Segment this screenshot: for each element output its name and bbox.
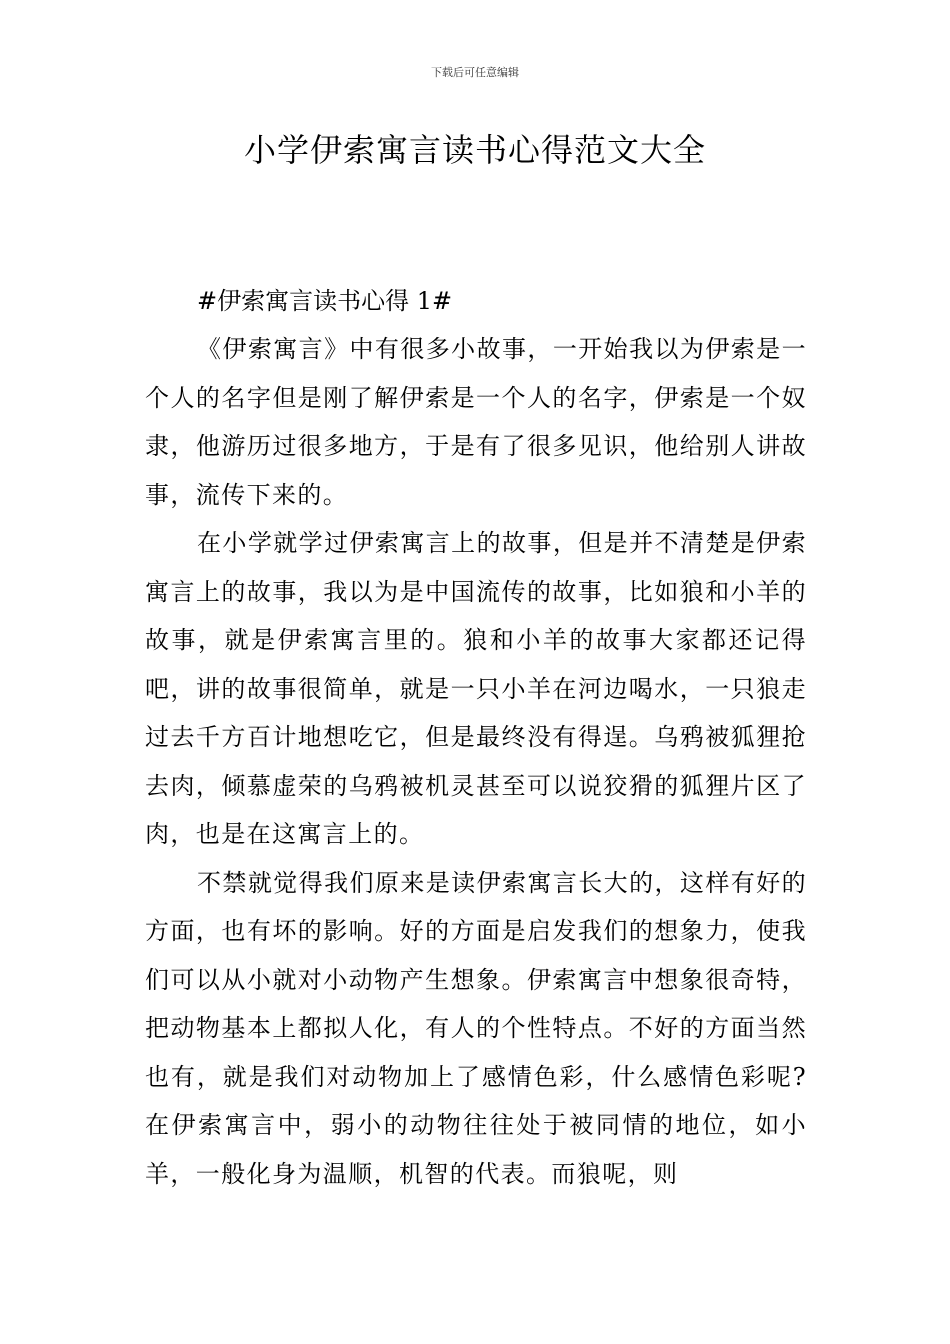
body-paragraph-3: 不禁就觉得我们原来是读伊索寓言长大的，这样有好的方面，也有坏的影响。好的方面是启发我们的想象力，使我们可以从小就对小动物产生想象。伊索寓言中想象很奇特，把动物基本上都拟人化，有人的个性特点。不好的方面当然也有，就是我们对动物加上了感情色彩，什么感情色彩呢?在伊索寓言中，弱小的动物往往处于被同情的地位，如小羊，一般化身为温顺，机智的代表。而狼呢，则: [145, 868, 807, 1188]
section-heading: #伊索寓言读书心得 1#: [197, 287, 453, 315]
document-title: 小学伊索寓言读书心得范文大全: [243, 131, 706, 169]
document-body: [145, 277, 807, 1198]
body-paragraph-2: 在小学就学过伊索寓言上的故事，但是并不清楚是伊索寓言上的故事，我以为是中国流传的故事，比如狼和小羊的故事，就是伊索寓言里的。狼和小羊的故事大家都还记得吧，讲的故事很简单，就是一只小羊在河边喝水，一只狼走过去千方百计地想吃它，但是最终没有得逞。乌鸦被狐狸抢去肉，倾慕虚荣的乌鸦被机灵甚至可以说狡猾的狐狸片区了肉，也是在这寓言上的。: [145, 529, 807, 848]
body-paragraph-1: 《伊索寓言》中有很多小故事，一开始我以为伊索是一个人的名字但是刚了解伊索是一个人的名字，伊索是一个奴隶，他游历过很多地方，于是有了很多见识，他给别人讲故事，流传下来的。: [145, 335, 807, 509]
page-header-note: 下载后可任意编辑: [431, 66, 519, 79]
